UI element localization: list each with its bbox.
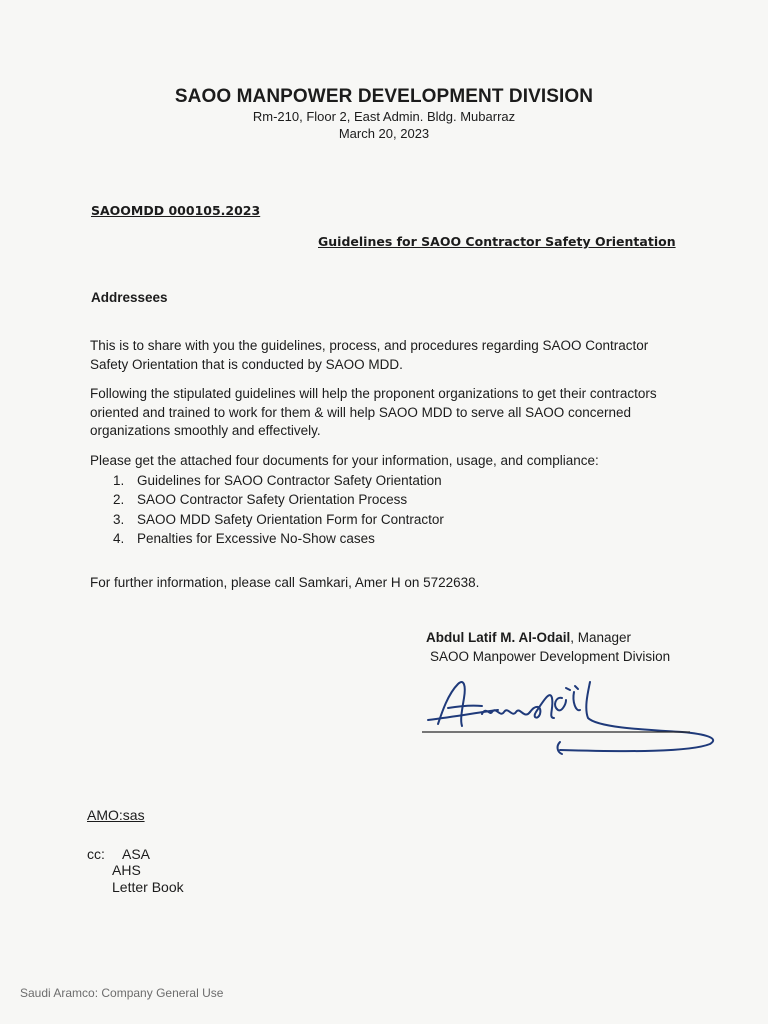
signatory-name: Abdul Latif M. Al-Odail [426, 630, 571, 645]
cc-recipient: ASA [122, 846, 151, 862]
list-item-label: SAOO MDD Safety Orientation Form for Contractor [137, 511, 444, 527]
list-item [113, 510, 444, 529]
paragraph-guidelines [90, 385, 690, 441]
paragraph-line: oriented and trained to work for them & will help SAOO MDD to serve all SAOO concerned [90, 404, 631, 420]
cc-label: cc: [87, 846, 105, 862]
paragraph-line: organizations smoothly and effectively. [90, 423, 321, 438]
reference-number: SAOOMDD 000105.2023 [91, 203, 261, 218]
subject-line: Guidelines for SAOO Contractor Safety Orientation [318, 234, 676, 249]
list-item-number: 4. [113, 530, 125, 546]
list-item-number: 2. [113, 492, 125, 508]
attachment-list [113, 471, 444, 548]
paragraph-line: Safety Orientation that is conducted by SAOO MDD. [90, 356, 403, 372]
paragraph-attachments: Please get the attached four documents for your information, usage, and compliance: [90, 453, 599, 468]
letter-date: March 20, 2023 [338, 126, 430, 141]
list-item-number: 3. [113, 511, 125, 527]
signatory-division: SAOO Manpower Development Division [430, 649, 671, 664]
list-item [113, 490, 444, 509]
list-item [113, 529, 444, 548]
paragraph-line: Following the stipulated guidelines will help the proponent organizations to get their contractors [90, 386, 657, 401]
signatory-title: , Manager [570, 630, 632, 645]
list-item-label: Penalties for Excessive No-Show cases [137, 530, 375, 546]
list-item-label: SAOO Contractor Safety Orientation Process [137, 492, 408, 508]
classification-footer: Saudi Aramco: Company General Use [20, 986, 224, 1000]
list-item-label: Guidelines for SAOO Contractor Safety Orientation [137, 473, 442, 488]
paragraph-line: This is to share with you the guidelines, process, and procedures regarding SAOO Contractor [90, 338, 649, 353]
handwritten-signature [420, 672, 730, 762]
signatory-line [426, 630, 631, 645]
list-item-number: 1. [113, 473, 125, 488]
cc-recipient: Letter Book [112, 879, 184, 895]
letterhead-title: SAOO MANPOWER DEVELOPMENT DIVISION [174, 86, 594, 107]
cc-recipient: AHS [112, 862, 141, 878]
list-item [113, 471, 444, 490]
paragraph-intro [90, 337, 690, 374]
letterhead-address: Rm-210, Floor 2, East Admin. Bldg. Mubarraz [252, 109, 516, 124]
paragraph-contact: For further information, please call Samkari, Amer H on 5722638. [90, 575, 480, 590]
typist-initials: AMO:sas [87, 807, 145, 823]
salutation: Addressees [91, 290, 168, 305]
